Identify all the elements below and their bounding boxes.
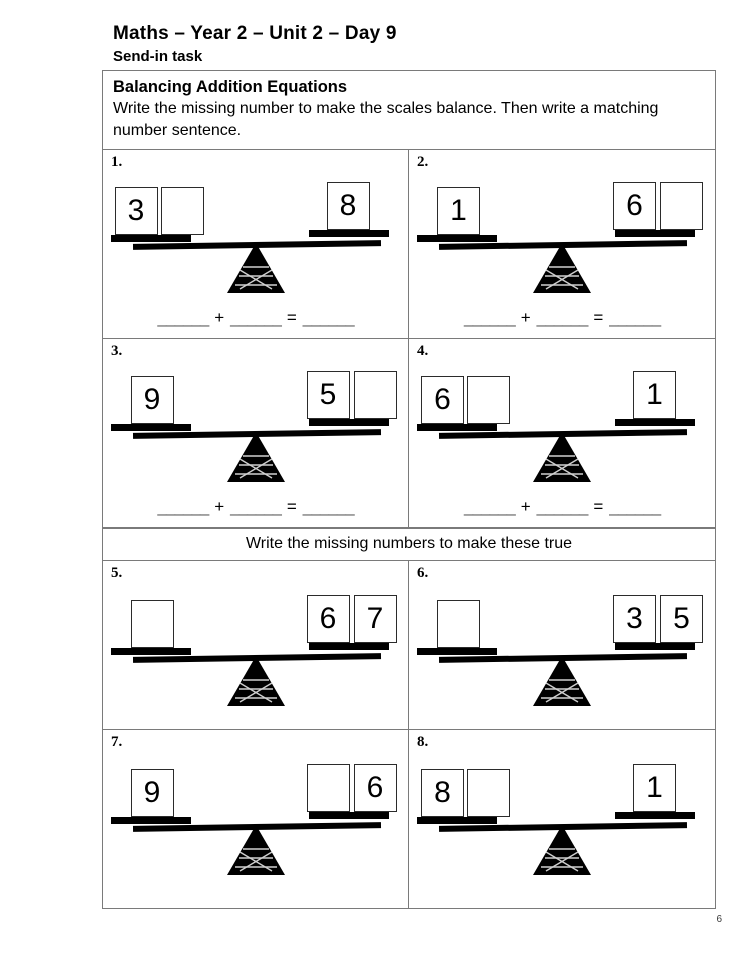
scale-pan-left <box>417 817 497 824</box>
question-cell-4 <box>409 339 715 527</box>
value-box-right-2[interactable]: 7 <box>354 595 397 643</box>
answer-blank-2[interactable]: ______ <box>230 497 281 516</box>
scale-fulcrum-icon <box>533 432 591 482</box>
scale-pan-right <box>615 419 695 426</box>
question-row-2 <box>103 339 715 528</box>
equals-sign: = <box>593 308 604 327</box>
answer-box-empty-left-1[interactable] <box>131 600 174 648</box>
number-sentence-line[interactable] <box>409 308 715 328</box>
scale-pan-left <box>417 235 497 242</box>
question-cell-7 <box>103 730 409 908</box>
answer-blank-3[interactable]: ______ <box>609 497 661 516</box>
question-number: 3. <box>111 343 123 359</box>
value-box-right-1[interactable]: 1 <box>633 371 676 419</box>
instructions-heading: Balancing Addition Equations <box>113 78 348 96</box>
equals-sign: = <box>593 497 604 516</box>
scale-pan-right <box>309 230 389 237</box>
scale-pan-left <box>417 424 497 431</box>
number-sentence-line[interactable] <box>409 497 715 517</box>
page-header <box>113 22 713 67</box>
scale-pan-left <box>111 424 191 431</box>
question-number: 7. <box>111 734 123 750</box>
answer-blank-3[interactable]: ______ <box>609 308 661 327</box>
value-box-left-1[interactable]: 8 <box>421 769 464 817</box>
question-number: 2. <box>417 154 429 170</box>
scale-pan-left <box>111 648 191 655</box>
balance-scale <box>409 561 715 729</box>
scale-fulcrum-icon <box>227 656 285 706</box>
value-box-right-1[interactable]: 3 <box>613 595 656 643</box>
instructions-body: Write the missing number to make the scales balance. Then write a matching number sentence. <box>113 100 659 139</box>
page-number: 6 <box>716 914 722 925</box>
value-box-right-1[interactable]: 5 <box>307 371 350 419</box>
answer-blank-1[interactable]: ______ <box>463 308 515 327</box>
answer-box-empty-left-1[interactable] <box>437 600 480 648</box>
value-box-left-1[interactable]: 3 <box>115 187 158 235</box>
scale-pan-left <box>417 648 497 655</box>
question-number: 1. <box>111 154 123 170</box>
answer-blank-2[interactable]: ______ <box>536 497 588 516</box>
value-box-left-1[interactable]: 9 <box>131 376 174 424</box>
scale-pan-right <box>309 643 389 650</box>
scale-fulcrum-icon <box>227 825 285 875</box>
answer-box-empty-right-2[interactable] <box>354 371 397 419</box>
value-box-left-1[interactable]: 9 <box>131 769 174 817</box>
question-cell-2 <box>409 150 715 338</box>
scale-fulcrum-icon <box>533 243 591 293</box>
page-subtitle: Send-in task <box>113 48 203 65</box>
instructions-band <box>103 71 715 150</box>
answer-blank-2[interactable]: ______ <box>536 308 588 327</box>
question-row-1 <box>103 150 715 339</box>
question-number: 6. <box>417 565 429 581</box>
balance-scale <box>103 561 408 729</box>
question-cell-8 <box>409 730 715 908</box>
question-cell-5 <box>103 561 409 729</box>
answer-blank-3[interactable]: ______ <box>302 497 354 516</box>
number-sentence-line[interactable] <box>103 308 408 328</box>
equals-sign: = <box>286 308 297 327</box>
scale-fulcrum-icon <box>533 825 591 875</box>
answer-blank-1[interactable]: ______ <box>157 308 209 327</box>
question-cell-3 <box>103 339 409 527</box>
question-number: 4. <box>417 343 429 359</box>
value-box-right-1[interactable]: 6 <box>613 182 656 230</box>
plus-sign: + <box>520 497 531 516</box>
answer-box-empty-left-2[interactable] <box>467 769 510 817</box>
value-box-right-1[interactable]: 8 <box>327 182 370 230</box>
scale-pan-right <box>615 812 695 819</box>
answer-box-empty-left-2[interactable] <box>467 376 510 424</box>
scale-pan-right <box>615 643 695 650</box>
answer-box-empty-left-2[interactable] <box>161 187 204 235</box>
number-sentence-line[interactable] <box>103 497 408 517</box>
plus-sign: + <box>214 308 225 327</box>
question-row-4 <box>103 730 715 908</box>
question-cell-6 <box>409 561 715 729</box>
mid-instruction-band: Write the missing numbers to make these true <box>103 528 715 561</box>
value-box-right-1[interactable]: 1 <box>633 764 676 812</box>
answer-blank-1[interactable]: ______ <box>463 497 515 516</box>
scale-fulcrum-icon <box>533 656 591 706</box>
scale-pan-right <box>309 812 389 819</box>
scale-pan-right <box>309 419 389 426</box>
scale-fulcrum-icon <box>227 432 285 482</box>
value-box-right-2[interactable]: 6 <box>354 764 397 812</box>
plus-sign: + <box>214 497 225 516</box>
balance-scale <box>103 730 408 908</box>
question-row-3 <box>103 561 715 730</box>
value-box-left-1[interactable]: 6 <box>421 376 464 424</box>
equals-sign: = <box>286 497 297 516</box>
scale-pan-left <box>111 235 191 242</box>
question-cell-1 <box>103 150 409 338</box>
page-title: Maths – Year 2 – Unit 2 – Day 9 <box>113 23 397 44</box>
answer-box-empty-right-2[interactable] <box>660 182 703 230</box>
answer-blank-2[interactable]: ______ <box>230 308 281 327</box>
worksheet-table <box>102 70 716 909</box>
balance-scale <box>409 730 715 908</box>
value-box-right-1[interactable]: 6 <box>307 595 350 643</box>
answer-box-empty-right-1[interactable] <box>307 764 350 812</box>
question-number: 5. <box>111 565 123 581</box>
value-box-left-1[interactable]: 1 <box>437 187 480 235</box>
question-number: 8. <box>417 734 429 750</box>
plus-sign: + <box>520 308 531 327</box>
scale-fulcrum-icon <box>227 243 285 293</box>
answer-blank-3[interactable]: ______ <box>302 308 354 327</box>
scale-pan-left <box>111 817 191 824</box>
scale-pan-right <box>615 230 695 237</box>
answer-blank-1[interactable]: ______ <box>157 497 209 516</box>
value-box-right-2[interactable]: 5 <box>660 595 703 643</box>
